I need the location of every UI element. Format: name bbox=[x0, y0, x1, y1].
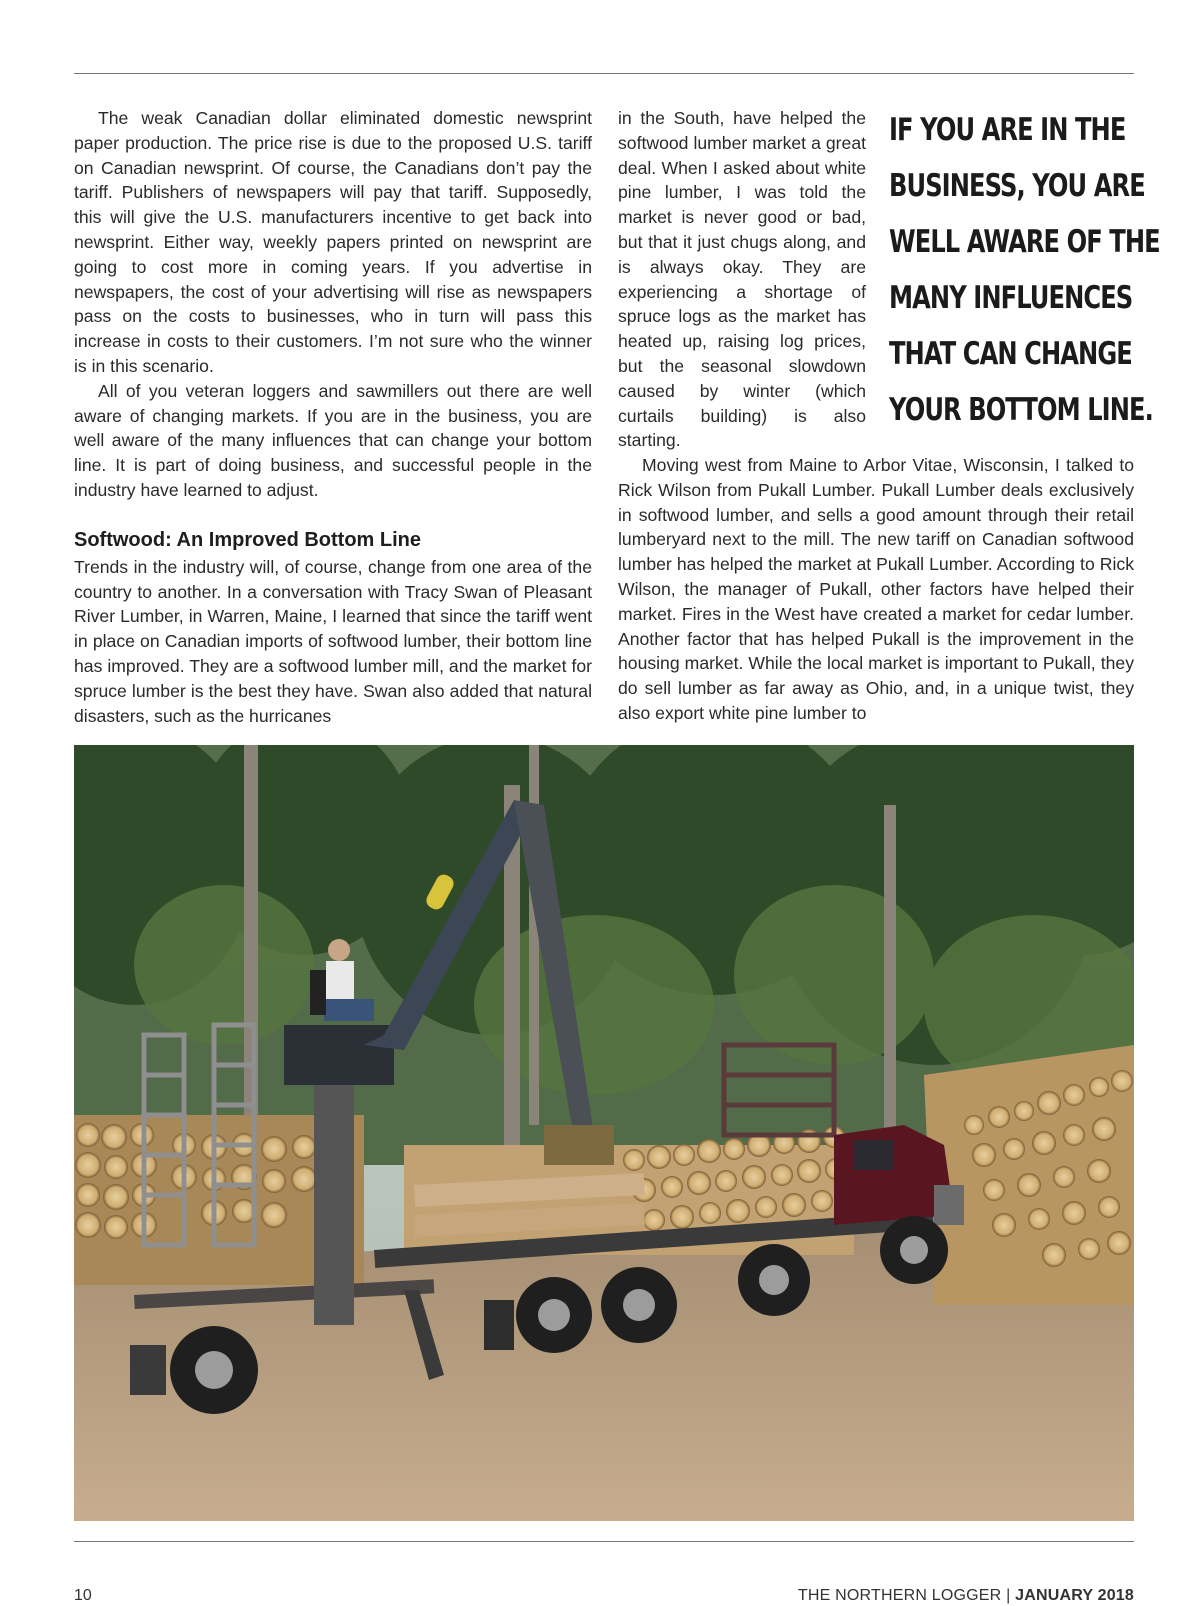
paragraph: Trends in the industry will, of course, change from one area of the country to another. In a conversation with Tracy Swan of Pleasant River Lumber, in Warren, Maine, I learned that since the tariff went in place on Canadian imports of softwood lumber, their bottom line has improved. They are a softwood lumber mill, and the market for spruce lumber is the best they have. Swan also added that natural disasters, such as the hurricanes bbox=[74, 556, 592, 726]
pull-quote bbox=[889, 102, 1160, 438]
pull-quote-line: WELL AWARE OF THE bbox=[889, 224, 1160, 260]
paragraph: Moving west from Maine to Arbor Vitae, Wisconsin, I talked to Rick Wilson from Pukall Lumber. Pukall Lumber deals exclusively in softwood lumber, and sells a good amount through their retail lumberyard next to the mill. The new tariff on Canadian softwood lumber has helped the market at Pukall Lumber. According to Rick Wilson, the manager of Pukall, other factors have helped their market. Fires in the West have created a market for cedar lumber. Another factor that has helped Pukall is the improvement in the housing market. While the local market is important to Pukall, they do sell lumber as far away as Ohio, and, in a unique twist, they also export white pine lumber to bbox=[618, 455, 1134, 723]
pull-quote-line: BUSINESS, YOU ARE bbox=[889, 168, 1145, 204]
paragraph: All of you veteran loggers and sawmillers out there are well aware of changing markets. If you are in the business, you are well aware of the many influences that can change your bottom line. It is part of doing business, and successful people in the industry have learned to adjust. bbox=[74, 380, 592, 500]
paragraph: in the South, have helped the softwood lumber market a great deal. When I asked about white pine lumber, I was told the market is never good or bad, but that it just chugs along, and is always okay. They are experiencing a shortage of spruce logs as the market has heated up, raising log prices, but the seasonal slowdown caused by winter (which curtails building) is also starting. bbox=[618, 108, 866, 451]
section-subheading: Softwood: An Improved Bottom Line bbox=[74, 528, 422, 551]
publication-name: THE NORTHERN LOGGER bbox=[797, 1587, 1002, 1604]
pull-quote-line: MANY INFLUENCES bbox=[889, 280, 1133, 316]
article-column-wide bbox=[618, 453, 1134, 726]
top-rule bbox=[74, 73, 1134, 74]
footer-separator: | bbox=[1006, 1587, 1011, 1604]
article-column-middle bbox=[618, 106, 866, 453]
page-number: 10 bbox=[74, 1587, 92, 1604]
pull-quote-line: IF YOU ARE IN THE bbox=[889, 112, 1126, 148]
bottom-rule bbox=[74, 1541, 1134, 1542]
pull-quote-line: THAT CAN CHANGE bbox=[889, 336, 1132, 372]
right-log-pile bbox=[924, 1045, 1134, 1305]
running-footer bbox=[798, 1587, 1134, 1605]
article-column-left bbox=[74, 106, 592, 728]
log-truck-photo bbox=[74, 745, 1134, 1521]
pull-quote-line: YOUR BOTTOM LINE. bbox=[889, 392, 1153, 428]
paragraph: The weak Canadian dollar eliminated domestic newsprint paper production. The price rise is due to the proposed U.S. tariff on Canadian newsprint. Of course, the Canadians don’t pay the tariff. Publishers of newspapers will pay that tariff. Supposedly, this will give the U.S. manufacturers incentive to get back into newsprint. Either way, weekly papers printed on newsprint are going to cost more in coming years. If you advertise in newspapers, the cost of your advertising will rise as newspapers pass on the costs to businesses, who in turn will pass this increase in costs to their customers. I’m not sure who the winner is in this scenario. bbox=[74, 108, 592, 376]
photo-illustration bbox=[74, 745, 1134, 1521]
issue-date: JANUARY 2018 bbox=[1015, 1587, 1134, 1604]
